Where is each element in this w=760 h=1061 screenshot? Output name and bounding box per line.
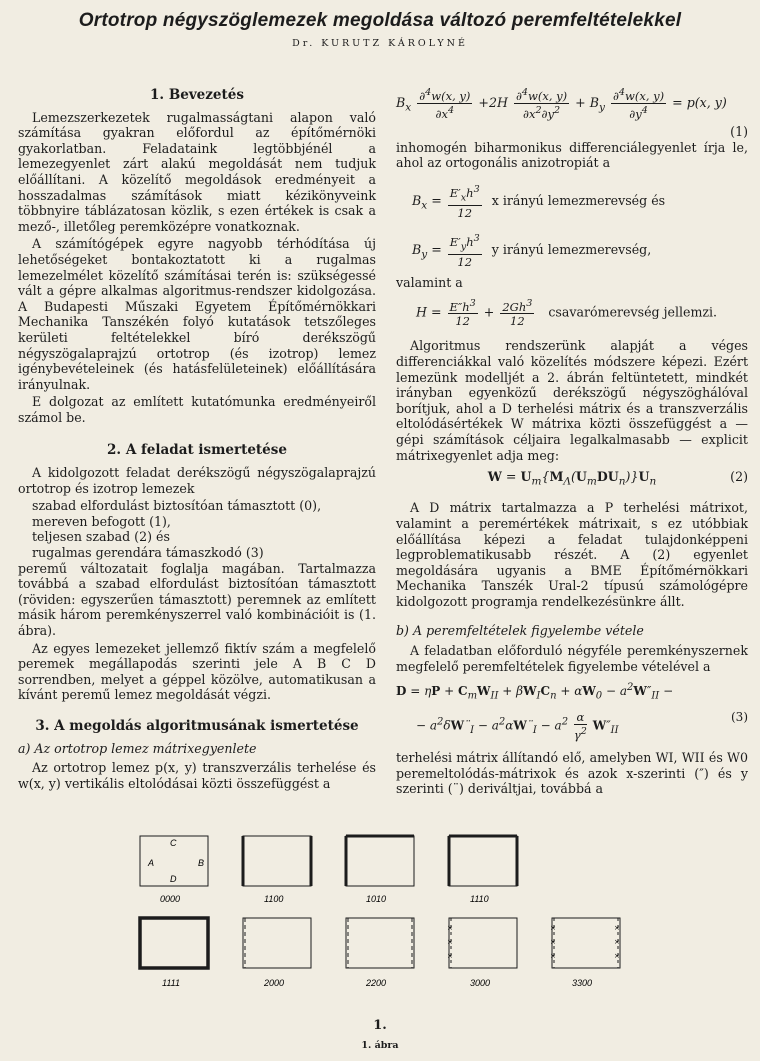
list-item: rugalmas gerendára támaszkodó (3): [32, 545, 264, 561]
plate-label: 3000: [470, 978, 491, 988]
equation-bx: $B_x$ = $\frac{E'_xh^3}{12}$ x irányú lemezmerevség és: [412, 183, 666, 220]
plate-1010: [346, 836, 414, 904]
equation-h: H = $\frac{E''h^3}{12}$ + $\frac{2Gh^3}{12}$ csavarómerevség jellemzi.: [416, 297, 718, 329]
paragraph: A kidolgozott feladat derékszögű négyszögalaprajzú ortotrop és izotrop lemezek: [18, 465, 376, 496]
equation-3-cont: − $a^2\delta W¨_I$ − $a^2\alpha W¨_I - a^2$ $\frac{\alpha}{\gamma^2}$ $W''_{II}$ (3): [416, 710, 748, 743]
svg-text:×: ×: [550, 952, 556, 960]
list-item: mereven befogott (1),: [32, 513, 171, 529]
plate-0000: [140, 836, 208, 904]
subsection-b-title: b) A peremfeltételek figyelembe vétele: [396, 623, 644, 639]
paragraph: A feladatban előforduló négyféle peremkényszernek megfelelő peremfeltételek figyelembe vételével a: [396, 643, 748, 674]
paragraph: Lemezszerkezetek rugalmasságtani alapon való számítása gyakran előfordul az építőmérnöki gyakorlatban. Feladataink legtöbbjénél a lemezegyenlet zárt alakú megoldását nem tudjuk előállítani. A közelítő megoldások eredményeit a hosszadalmas számítások miatt kézikönyveink többnyire táblázatosan közlik, s ezen értékek is csak a mező-, illetőleg peremközépre vonatkoznak.: [18, 109, 376, 234]
author-line: Dr. KURUTZ KÁROLYNÉ: [292, 38, 468, 49]
plate-1100: [243, 836, 311, 904]
plate-label: 1110: [470, 894, 489, 904]
paragraph: Az egyes lemezeket jellemző fiktív szám a megfelelő peremek megállapodás szerinti jele A B C D sorrendben, melyet a géppel közölve, automatikusan a kívánt peremű lemez megoldását végzi.: [18, 640, 376, 703]
section-2-title: 2. A feladat ismertetése: [107, 442, 287, 459]
side-label-c: C: [170, 838, 177, 848]
list-item: teljesen szabad (2) és: [32, 529, 170, 545]
plate-3300: [550, 918, 620, 988]
left-column: [18, 88, 376, 793]
equation-3: $D = \eta P + C_mW_{II} + \beta W_IC_n + \alpha W_0 - a^2W''_{II}$ −: [396, 682, 674, 702]
svg-text:×: ×: [614, 924, 620, 932]
paragraph: peremű változatait foglalja magában. Tartalmazza továbbá a szabad elfordulást biztosítóan támasztott (röviden: egyszerűen támasztott) peremnek az említett másik három peremkényszerrel való kombinációit is (1. ábra).: [18, 560, 376, 638]
list-item: szabad elfordulást biztosítóan támasztott (0),: [32, 498, 322, 514]
svg-text:×: ×: [614, 938, 620, 946]
plate-label: 3300: [572, 978, 593, 988]
svg-text:×: ×: [447, 938, 453, 946]
plate-3000: [447, 918, 517, 988]
figure-caption: 1. ábra: [361, 1040, 399, 1051]
plate-label: 2200: [366, 978, 387, 988]
svg-text:×: ×: [550, 924, 556, 932]
subsection-a-title: a) Az ortotrop lemez mátrixegyenlete: [18, 740, 257, 756]
svg-text:×: ×: [447, 924, 453, 932]
side-label-a: A: [148, 858, 155, 868]
plate-1111: [140, 918, 208, 988]
plate-label: 0000: [160, 894, 181, 904]
plate-2200: [346, 918, 414, 988]
plate-label: 1100: [264, 894, 284, 904]
paragraph: Az ortotrop lemez p(x, y) transzverzális terhelése és w(x, y) vertikális eltolódásai közti összefüggést a: [18, 760, 376, 791]
plate-2000: [243, 918, 311, 988]
plate-label: 1111: [162, 978, 181, 988]
figure-1: [140, 836, 620, 996]
paragraph: A számítógépek egyre nagyobb térhódítása új lehetőségeket bontakoztatott ki a rugalmas lemezelmélet közelítő számításai terén is: szükségessé vált a gépre alkalmas algoritmus-rendszer kidolgozása. A Budapesti Műszaki Egyetem Építőmérnökkari Mechanika Tanszékén folyó kutatások tetszőleges kerületi feltételekkel bíró derékszögű négyszögalaprajzú ortotrop (és izotrop) lemez igénybevételeinek (és hatásfelületeinek) előállítására irányulnak.: [18, 236, 376, 392]
section-1-title: 1. Bevezetés: [150, 87, 244, 103]
equation-2: $W = U_m\{M_\Lambda(U_mDU_n)\}U_n$ (2): [487, 469, 748, 488]
section-3-title: 3. A megoldás algoritmusának ismertetése: [35, 717, 359, 734]
figure-number: 1.: [373, 1018, 387, 1033]
svg-text:×: ×: [614, 952, 620, 960]
plate-label: 2000: [264, 978, 285, 988]
plate-1110: [449, 836, 517, 904]
paragraph: Algoritmus rendszerünk alapját a véges differenciákkal való közelítés módszere képezi. Ezért lemezünk modelljét a 2. ábrán feltüntetett, mindkét irányban egyenközű derékszögű négyszöghálóval borítjuk, ahol a D terhelési mátrix és a transzverzális eltolódásértékek W mátrixa közti összefüggést a — gépi számítások céljaira legalkalmasabb — explicit mátrixegyenlet adja meg:: [396, 338, 748, 463]
paragraph: inhomogén biharmonikus differenciálegyenlet írja le, ahol az ortogonális anizotropiát a: [396, 139, 748, 171]
figure-1-diagrams: [140, 836, 620, 996]
svg-text:×: ×: [447, 952, 453, 960]
svg-text:×: ×: [550, 938, 556, 946]
side-label-b: B: [198, 858, 205, 868]
paragraph: E dolgozat az említett kutatómunka eredményeiről számol be.: [18, 394, 376, 425]
paper-title: Ortotrop négyszöglemezek megoldása változó peremfeltételekkel: [78, 10, 682, 31]
paragraph: terhelési mátrix állítandó elő, amelyben WI, WII és W0 peremeltolódás-mátrixok és azok x-szerinti (″) és y szerinti (¨) deriváltjai, továbbá a: [396, 750, 748, 797]
plate-label: 1010: [366, 894, 387, 904]
equation-1: $B_x$ $\frac{\partial^4w(x, y)}{\partial x^4}$ +2H $\frac{\partial^4w(x, y)}{\partial x^2\partial y^2}$ + $B_y$ $\frac{\partial^4w(x, y)}{\partial y^4}$ = p(x, y): [396, 87, 727, 121]
paragraph: A D mátrix tartalmazza a P terhelési mátrixot, valamint a peremértékek mátrixait, s ez utóbbiak előállítása képezi a feladat tulajdonképpeni legproblematikusabb részét. A (2) egyenlet megoldására ugyanis a BME Építőmérnökkari Mechanika Tanszék Ural-2 típusú számológépre kidolgozott programja rendelkezésünkre állt.: [396, 500, 748, 609]
equation-1-number: (1): [730, 124, 748, 139]
paragraph: valamint a: [396, 275, 463, 291]
side-label-d: D: [170, 874, 177, 884]
right-column: [396, 80, 748, 799]
equation-by: $B_y$ = $\frac{E'_yh^3}{12}$ y irányú lemezmerevség,: [412, 232, 652, 270]
